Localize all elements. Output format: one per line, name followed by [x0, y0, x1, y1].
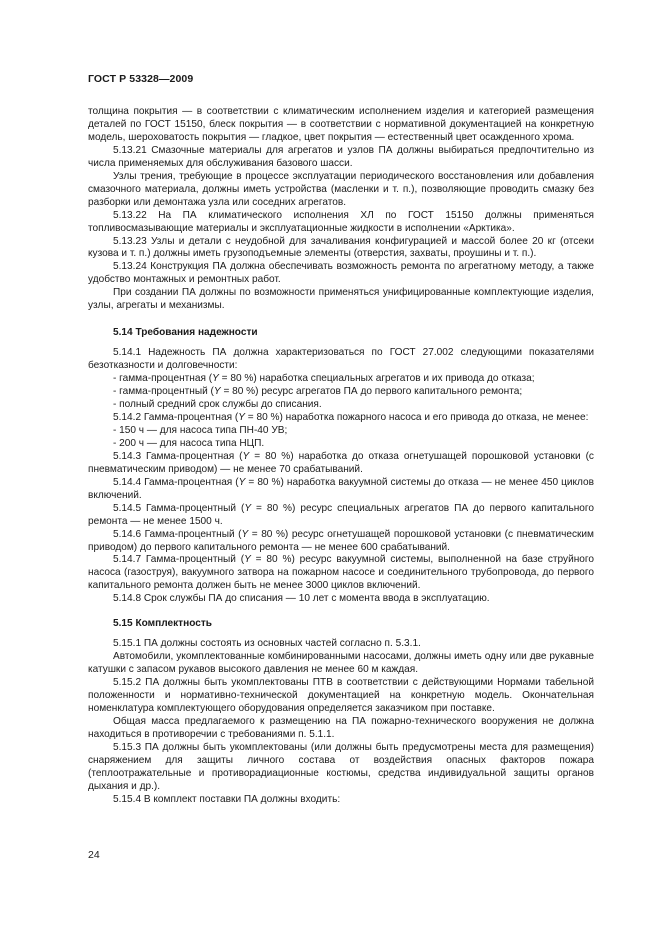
section-heading-5-14: 5.14 Требования надежности	[113, 327, 258, 339]
paragraph-coating-continuation: толщина покрытия — в соответствии с климатическим исполнением изделия и категорией размещения деталей по ГОСТ 15150, блеск покрытия — в соответствии с нормативной документацией на конкретную модель, шероховатость покрытия — гладкое, цвет покрытия — естественный цвет осажденного хрома.	[88, 106, 594, 143]
paragraph-5-14-7: 5.14.7 Гамма-процентный (Y = 80 %) ресурс вакуумной системы, выполненной на базе струйного насоса (газоструя), вакуумного затвора на пожарном насосе и соединительного трубопровода, до первого капитального ремонта должен быть не менее 3000 циклов включений.	[88, 554, 594, 592]
paragraph-5-15-2: 5.15.2 ПА должны быть укомплектованы ПТВ в соответствии с действующими Нормами табельной положенности и нормативно-технической документацией на конкретную модель. Окончательная номенклатура комплектующего оборудования определяется заказчиком при поставке.	[88, 677, 594, 714]
list-item-gamma-operating-time: - гамма-процентная (Y = 80 %) наработка специальных агрегатов и их привода до отказа;	[113, 373, 535, 385]
paragraph-5-14-4: 5.14.4 Гамма-процентная (Y = 80 %) наработка вакуумной системы до отказа — не менее 450 циклов включений.	[88, 476, 594, 501]
paragraph-5-15-4: 5.15.4 В комплект поставки ПА должны входить:	[113, 793, 341, 805]
paragraph-5-13-22: 5.13.22 На ПА климатического исполнения ХЛ по ГОСТ 15150 должны применяться топливосмазывающие материалы и эксплуатационные жидкости в исполнении «Арктика».	[88, 209, 594, 234]
list-item-ncp: - 200 ч — для насоса типа НЦП.	[113, 437, 265, 449]
document-header: ГОСТ Р 53328—2009	[88, 73, 194, 85]
document-body	[88, 106, 594, 807]
paragraph-5-14-3: 5.14.3 Гамма-процентная (Y = 80 %) наработка до отказа огнетушащей порошковой установки (с пневматическим приводом) — не менее 70 срабатываний.	[88, 450, 594, 475]
paragraph-unified-components: При создании ПА должны по возможности применяться унифицированные комплектующие изделия, узлы, агрегаты и механизмы.	[88, 287, 594, 312]
paragraph-5-14-1: 5.14.1 Надежность ПА должна характеризоваться по ГОСТ 27.002 следующими показателями безотказности и долговечности:	[88, 347, 594, 372]
paragraph-friction-units: Узлы трения, требующие в процессе эксплуатации периодического восстановления или добавления смазочного материала, должны иметь устройства (масленки и т. п.), позволяющие проводить смазку без разборки или демонтажа узла или соседних агрегатов.	[88, 170, 594, 208]
paragraph-5-14-2: 5.14.2 Гамма-процентная (Y = 80 %) наработка пожарного насоса и его привода до отказа, не менее:	[113, 411, 589, 423]
paragraph-5-14-8: 5.14.8 Срок службы ПА до списания — 10 лет с момента ввода в эксплуатацию.	[113, 593, 490, 605]
paragraph-5-15-3: 5.15.3 ПА должны быть укомплектованы (или должны быть предусмотрены места для размещения) снаряжением для защиты личного состава от воздействия опасных факторов пожара (теплоотражательные и противорадиационные костюмы, средства индивидуальной защиты органов дыхания и др.).	[88, 741, 594, 792]
paragraph-5-13-21: 5.13.21 Смазочные материалы для агрегатов и узлов ПА должны выбираться предпочтительно из числа применяемых для обслуживания базового шасси.	[88, 144, 594, 169]
paragraph-hose-reels: Автомобили, укомплектованные комбинированными насосами, должны иметь одну или две рукавные катушки с запасом рукавов высокого давления не менее 60 м каждая.	[88, 651, 594, 676]
list-item-pn40: - 150 ч — для насоса типа ПН-40 УВ;	[113, 424, 288, 436]
paragraph-5-13-23: 5.13.23 Узлы и детали с неудобной для зачаливания конфигурацией и массой более 20 кг (отсеки кузова и т. п.) должны иметь грузоподъемные элементы (отверстия, захваты, проушины и т. п.).	[88, 235, 594, 260]
paragraph-5-15-1: 5.15.1 ПА должны состоять из основных частей согласно п. 5.3.1.	[113, 638, 421, 650]
list-item-gamma-resource: - гамма-процентный (Y = 80 %) ресурс агрегатов ПА до первого капитального ремонта;	[113, 386, 523, 398]
section-heading-5-15: 5.15 Комплектность	[113, 618, 212, 630]
paragraph-5-13-24: 5.13.24 Конструкция ПА должна обеспечивать возможность ремонта по агрегатному методу, а также удобство монтажных и ремонтных работ.	[88, 261, 594, 286]
paragraph-5-14-5: 5.14.5 Гамма-процентный (Y = 80 %) ресурс специальных агрегатов ПА до первого капитального ремонта — не менее 1500 ч.	[88, 502, 594, 527]
list-item-service-life: - полный средний срок службы до списания.	[113, 399, 322, 411]
paragraph-total-mass: Общая масса предлагаемого к размещению на ПА пожарно-технического вооружения не должна находиться в противоречии с требованиями п. 5.1.1.	[88, 715, 594, 740]
page-number: 24	[88, 849, 100, 861]
paragraph-5-14-6: 5.14.6 Гамма-процентный (Y = 80 %) ресурс огнетушащей порошковой установки (с пневматическим приводом) до первого капитального ремонта — не менее 600 срабатываний.	[88, 528, 594, 553]
